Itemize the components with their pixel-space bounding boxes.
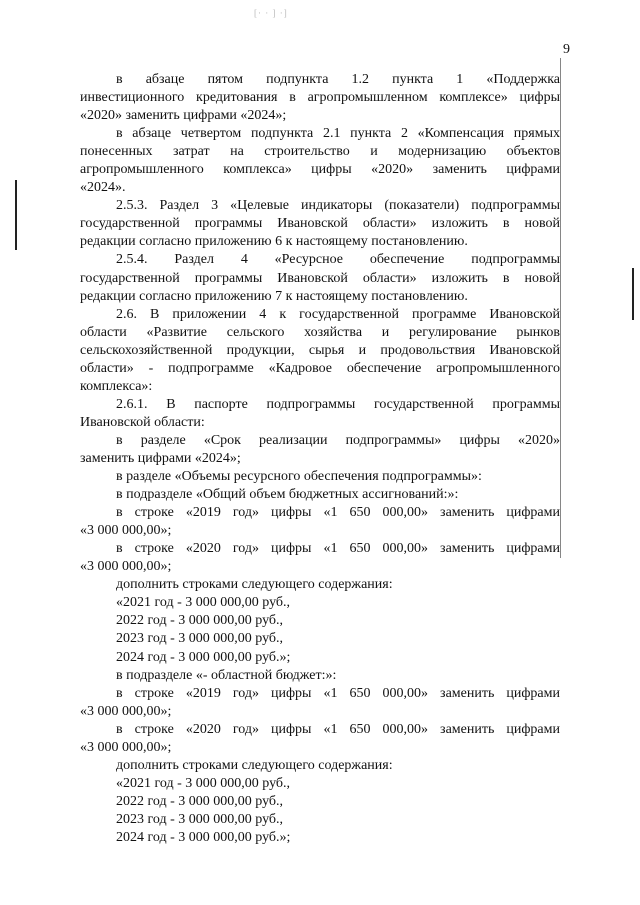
- text-line: области» - подпрограмме «Кадровое обеспечение агропромышленного: [80, 360, 560, 376]
- text-line: в строке «2019 год» цифры «1 650 000,00» заменить цифрами: [116, 685, 560, 701]
- text-line: 2.6.1. В паспорте подпрограммы государственной программы: [116, 396, 560, 412]
- text-line: «2024».: [80, 180, 126, 196]
- text-line: сельскохозяйственной продукции, сырья и продовольствия Ивановской: [80, 342, 560, 358]
- text-line: 2024 год - 3 000 000,00 руб.»;: [116, 829, 291, 845]
- text-line: 2024 год - 3 000 000,00 руб.»;: [116, 649, 291, 665]
- text-line: «3 000 000,00»;: [80, 559, 172, 575]
- document-body: [80, 71, 560, 847]
- text-line: 2022 год - 3 000 000,00 руб.,: [116, 613, 284, 629]
- text-line: агропромышленного комплекса» цифры «2020» заменить цифрами: [80, 162, 560, 178]
- text-line: в подразделе «- областной бюджет:»:: [116, 667, 337, 683]
- scan-margin-line-right: [632, 268, 634, 320]
- text-line: редакции согласно приложению 7 к настоящему постановлению.: [80, 288, 468, 304]
- text-line: «2021 год - 3 000 000,00 руб.,: [116, 595, 291, 611]
- text-line: понесенных затрат на строительство и модернизацию объектов: [80, 144, 560, 160]
- text-line: 2.6. В приложении 4 к государственной программе Ивановской: [116, 306, 560, 322]
- text-line: государственной программы Ивановской области» изложить в новой: [80, 270, 560, 286]
- text-line: в абзаце четвертом подпункта 2.1 пункта 2 «Компенсация прямых: [116, 126, 560, 142]
- text-line: дополнить строками следующего содержания:: [116, 757, 393, 773]
- text-line: в абзаце пятом подпункта 1.2 пункта 1 «Поддержка: [116, 72, 560, 87]
- text-line: 2023 год - 3 000 000,00 руб.,: [116, 631, 284, 647]
- text-line: «3 000 000,00»;: [80, 523, 172, 539]
- text-line: области «Развитие сельского хозяйства и регулирование рынков: [80, 324, 560, 340]
- text-line: «2020» заменить цифрами «2024»;: [80, 108, 287, 124]
- text-line: «2021 год - 3 000 000,00 руб.,: [116, 775, 291, 791]
- scan-margin-line-right-top: [560, 58, 561, 558]
- text-line: заменить цифрами «2024»;: [80, 450, 241, 466]
- text-line: в строке «2020 год» цифры «1 650 000,00» заменить цифрами: [116, 541, 560, 557]
- scan-margin-line-left: [15, 180, 17, 250]
- text-line: в подразделе «Общий объем бюджетных ассигнований:»:: [116, 487, 459, 503]
- text-line: в разделе «Объемы ресурсного обеспечения подпрограммы»:: [116, 469, 482, 485]
- text-line: «3 000 000,00»;: [80, 703, 172, 719]
- text-line: 2.5.3. Раздел 3 «Целевые индикаторы (показатели) подпрограммы: [116, 198, 560, 214]
- text-line: Ивановской области:: [80, 414, 205, 430]
- text-line: в разделе «Срок реализации подпрограммы» цифры «2020»: [116, 432, 560, 448]
- text-line: 2022 год - 3 000 000,00 руб.,: [116, 793, 284, 809]
- scan-stamp-mark: [· · ] ·]: [254, 8, 288, 18]
- text-line: 2.5.4. Раздел 4 «Ресурсное обеспечение подпрограммы: [116, 252, 560, 268]
- text-line: комплекса»:: [80, 378, 153, 394]
- text-line: инвестиционного кредитования в агропромышленном комплексе» цифры: [80, 90, 560, 106]
- page-number: 9: [563, 42, 570, 57]
- text-line: дополнить строками следующего содержания:: [116, 577, 393, 593]
- text-line: редакции согласно приложению 6 к настоящему постановлению.: [80, 234, 468, 250]
- text-line: в строке «2019 год» цифры «1 650 000,00» заменить цифрами: [116, 505, 560, 521]
- text-line: 2023 год - 3 000 000,00 руб.,: [116, 811, 284, 827]
- text-line: государственной программы Ивановской области» изложить в новой: [80, 216, 560, 232]
- text-line: в строке «2020 год» цифры «1 650 000,00» заменить цифрами: [116, 721, 560, 737]
- text-line: «3 000 000,00»;: [80, 739, 172, 755]
